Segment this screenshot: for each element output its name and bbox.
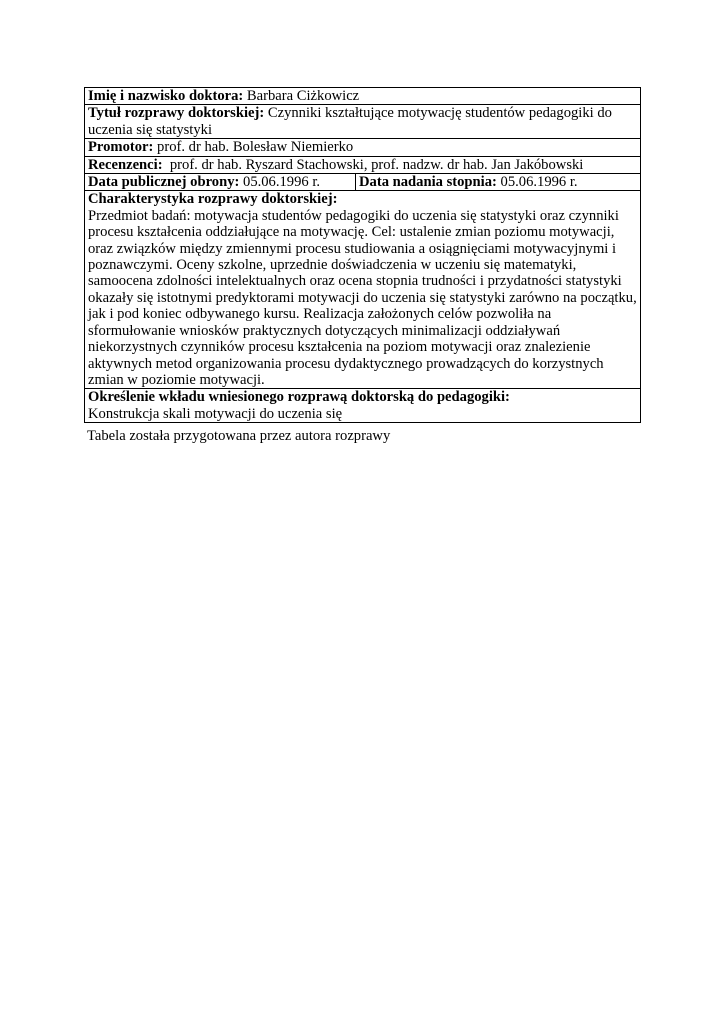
degree-date-cell bbox=[356, 174, 641, 191]
reviewers-cell bbox=[85, 156, 641, 173]
reviewers-label: Recenzenci: bbox=[88, 156, 163, 173]
contribution-cell bbox=[85, 389, 641, 423]
author-row bbox=[85, 88, 641, 105]
author-value: Barbara Ciżkowicz bbox=[246, 88, 360, 104]
defense-date-cell bbox=[85, 174, 356, 191]
contribution-label: Określenie wkładu wniesionego rozprawą doktorską do pedagogiki: bbox=[88, 389, 510, 406]
characteristics-text: Przedmiot badań: motywacja studentów pedagogiki do uczenia się statystyki oraz czynniki procesu kształcenia oddziałujące na motywację. Cel: ustalenie zmian poziomu motywacji, oraz związków między zmiennymi procesu studiowania a osiągnięciami motywacyjnymi i poznawczymi. Oceny szkolne, uprzednie doświadczenia w uczeniu się matematyki, samoocena zdolności intelektualnych oraz ocena stopnia trudności i przydatności statystyki okazały się istotnymi predyktorami motywacji do uczenia się statystyki zarówno na początku, jak i pod koniec odbywanego kursu. Realizacja założonych celów pozwoliła na sformułowanie wniosków praktycznych dotyczących minimalizacji oddziaływań niekorzystnych czynników procesu kształcenia na poziom motywacji oraz znalezienie aktywnych metod organizowania procesu dydaktycznego prowadzących do korzystnych zmian w poziomie motywacji. bbox=[88, 207, 637, 388]
reviewers-value: prof. dr hab. Ryszard Stachowski, prof. nadzw. dr hab. Jan Jakóbowski bbox=[169, 156, 584, 173]
degree-date-label: Data nadania stopnia: bbox=[359, 174, 497, 191]
dissertation-info-table bbox=[84, 87, 641, 423]
defense-date-label: Data publicznej obrony: bbox=[88, 174, 240, 191]
reviewers-row bbox=[85, 156, 641, 173]
author-label: Imię i nazwisko doktora: bbox=[88, 88, 244, 104]
supervisor-row bbox=[85, 139, 641, 156]
supervisor-label: Promotor: bbox=[88, 139, 154, 156]
defense-date-value: 05.06.1996 r. bbox=[243, 174, 321, 191]
dates-row bbox=[85, 174, 641, 191]
degree-date-value: 05.06.1996 r. bbox=[500, 174, 578, 191]
supervisor-value: prof. dr hab. Bolesław Niemierko bbox=[157, 139, 354, 156]
characteristics-cell bbox=[85, 191, 641, 389]
author-cell bbox=[85, 88, 641, 105]
footer-note: Tabela została przygotowana przez autora rozprawy bbox=[87, 428, 391, 444]
title-cell bbox=[85, 105, 641, 139]
title-value: Czynniki kształtujące motywację studentów pedagogiki do uczenia się statystyki bbox=[88, 105, 612, 138]
contribution-row bbox=[85, 389, 641, 423]
characteristics-label: Charakterystyka rozprawy doktorskiej: bbox=[88, 191, 338, 208]
characteristics-row bbox=[85, 191, 641, 389]
title-row bbox=[85, 105, 641, 139]
contribution-value: Konstrukcja skali motywacji do uczenia się bbox=[88, 405, 343, 422]
title-label: Tytuł rozprawy doktorskiej: bbox=[88, 105, 265, 122]
supervisor-cell bbox=[85, 139, 641, 156]
